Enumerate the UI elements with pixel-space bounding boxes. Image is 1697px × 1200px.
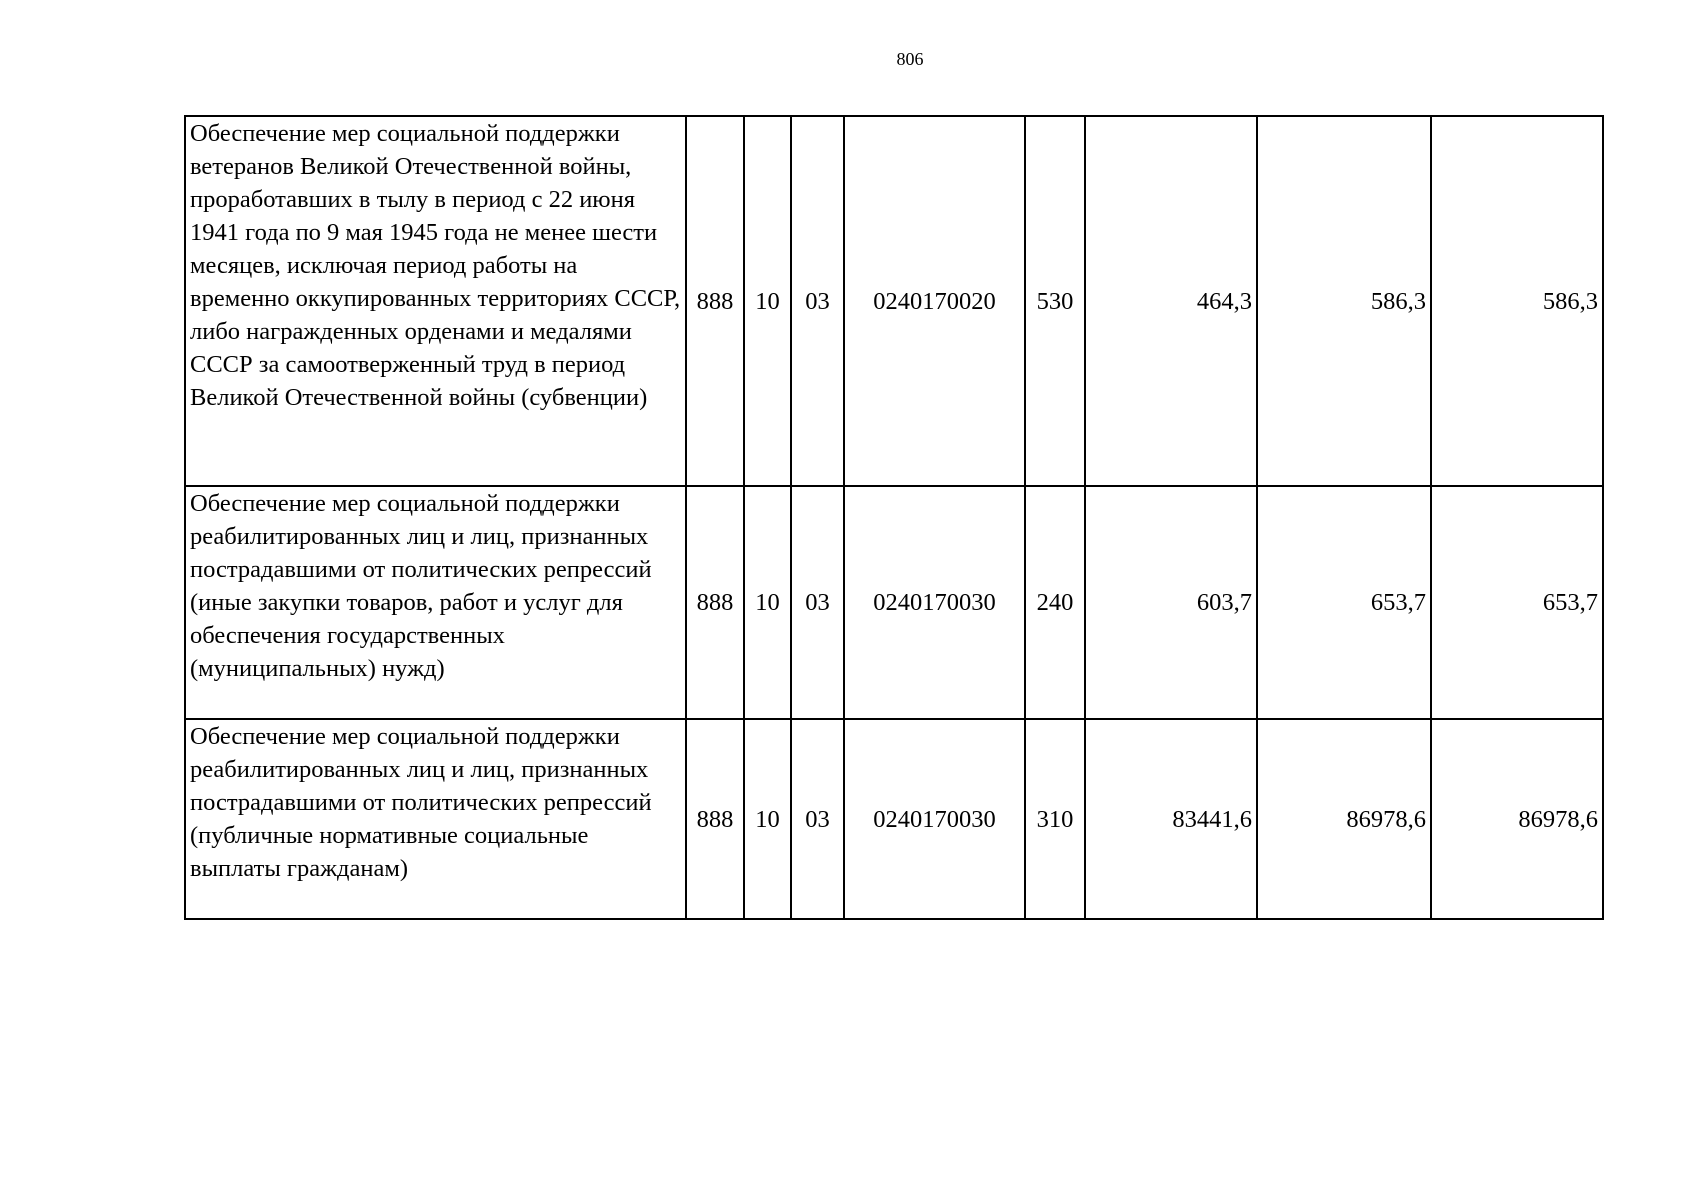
ministry-code: 888	[686, 116, 744, 486]
row-description: Обеспечение мер социальной поддержки реабилитированных лиц и лиц, признанных пострадавшими от политических репрессий (публичные нормативные социальные выплаты гражданам)	[185, 719, 686, 919]
amount-1: 603,7	[1085, 486, 1257, 719]
amount-3: 586,3	[1431, 116, 1603, 486]
table-row	[185, 116, 1603, 486]
amount-2: 86978,6	[1257, 719, 1431, 919]
amount-3: 86978,6	[1431, 719, 1603, 919]
section-code: 10	[744, 719, 791, 919]
row-description: Обеспечение мер социальной поддержки реабилитированных лиц и лиц, признанных пострадавшими от политических репрессий (иные закупки товаров, работ и услуг для обеспечения государственных (муниципальных) нужд)	[185, 486, 686, 719]
ministry-code: 888	[686, 486, 744, 719]
amount-2: 653,7	[1257, 486, 1431, 719]
section-code: 10	[744, 116, 791, 486]
target-item-code: 0240170030	[844, 719, 1025, 919]
amount-1: 83441,6	[1085, 719, 1257, 919]
budget-table	[184, 115, 1604, 920]
table-row	[185, 486, 1603, 719]
target-item-code: 0240170020	[844, 116, 1025, 486]
expense-type-code: 530	[1025, 116, 1085, 486]
subsection-code: 03	[791, 116, 844, 486]
target-item-code: 0240170030	[844, 486, 1025, 719]
amount-3: 653,7	[1431, 486, 1603, 719]
amount-2: 586,3	[1257, 116, 1431, 486]
row-description: Обеспечение мер социальной поддержки ветеранов Великой Отечественной войны, проработавших в тылу в период с 22 июня 1941 года по 9 мая 1945 года не менее шести месяцев, исключая период работы на временно оккупированных территориях СССР, либо награжденных орденами и медалями СССР за самоотверженный труд в период Великой Отечественной войны (субвенции)	[185, 116, 686, 486]
expense-type-code: 240	[1025, 486, 1085, 719]
subsection-code: 03	[791, 719, 844, 919]
subsection-code: 03	[791, 486, 844, 719]
table-row	[185, 719, 1603, 919]
section-code: 10	[744, 486, 791, 719]
ministry-code: 888	[686, 719, 744, 919]
amount-1: 464,3	[1085, 116, 1257, 486]
page-number: 806	[896, 49, 924, 69]
expense-type-code: 310	[1025, 719, 1085, 919]
